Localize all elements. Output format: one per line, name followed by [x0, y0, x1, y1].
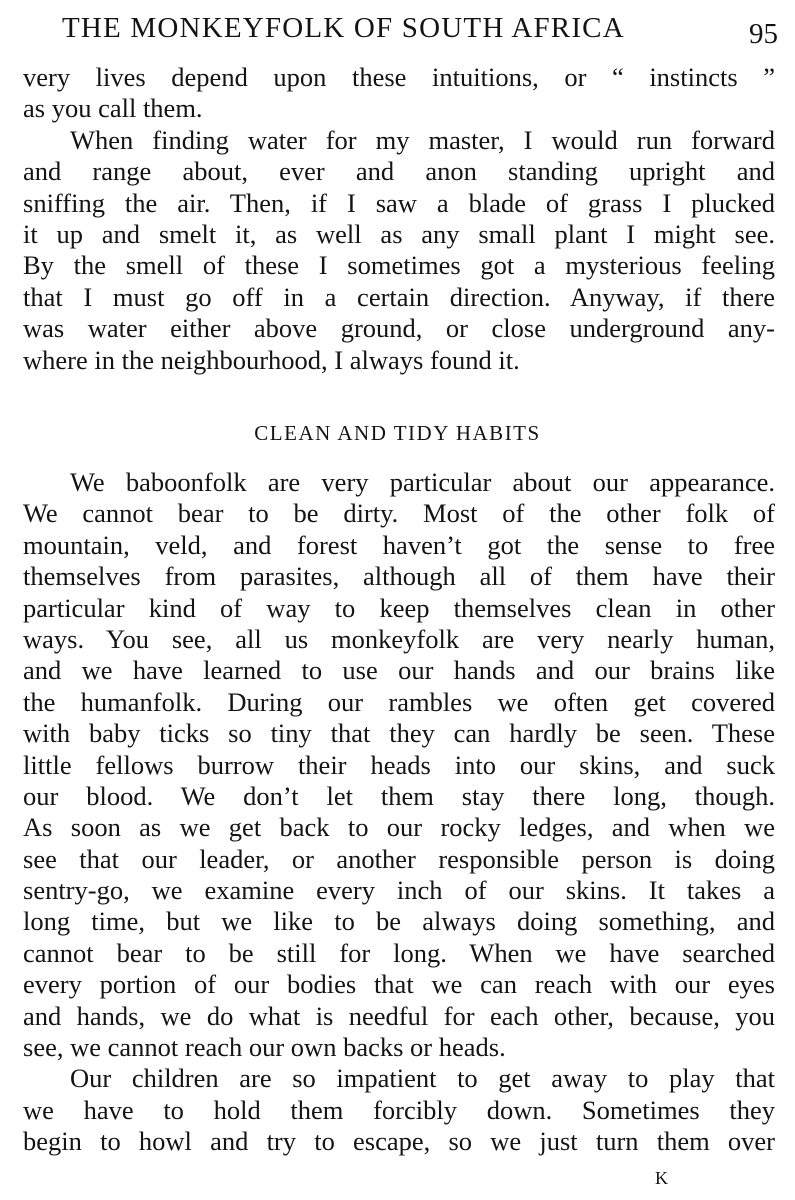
text-line: little fellows burrow their heads into our skins, and suck [23, 749, 775, 780]
text-line: see, we cannot reach our own backs or heads. [23, 1032, 506, 1063]
text-line: was water either above ground, or close underground any- [23, 313, 775, 344]
paragraph [23, 125, 775, 376]
body-text-bottom [23, 467, 775, 1158]
signature-mark: K [655, 1168, 669, 1188]
text-line: When finding water for my master, I would run forward [70, 124, 775, 155]
text-line: particular kind of way to keep themselves clean in other [23, 592, 775, 623]
text-line: it up and smelt it, as well as any small plant I might see. [23, 218, 775, 249]
text-line: By the smell of these I sometimes got a mysterious feeling [23, 250, 775, 281]
text-line: our blood. We don’t let them stay there long, though. [23, 780, 775, 811]
text-line: see that our leader, or another responsible person is doing [23, 843, 775, 874]
text-line: We cannot bear to be dirty. Most of the other folk of [23, 498, 775, 529]
paragraph [23, 62, 775, 125]
text-line: we have to hold them forcibly down. Sometimes they [23, 1094, 775, 1125]
text-line: the humanfolk. During our rambles we often get covered [23, 686, 775, 717]
text-line: with baby ticks so tiny that they can hardly be seen. These [23, 718, 775, 749]
text-line: that I must go off in a certain direction. Anyway, if there [23, 281, 775, 312]
text-line: cannot bear to be still for long. When we have searched [23, 937, 775, 968]
text-line: long time, but we like to be always doing something, and [23, 906, 775, 937]
text-line: ways. You see, all us monkeyfolk are very nearly human, [23, 623, 775, 654]
paragraph [23, 467, 775, 1063]
text-line: every portion of our bodies that we can reach with our eyes [23, 969, 775, 1000]
text-line: as you call them. [23, 93, 203, 124]
page-number: 95 [749, 18, 778, 50]
running-head [62, 12, 778, 54]
paragraph [23, 1063, 775, 1157]
text-line: mountain, veld, and forest haven’t got the sense to free [23, 529, 775, 560]
text-line: We baboonfolk are very particular about our appearance. [70, 467, 775, 497]
text-line: Our children are so impatient to get away to play that [70, 1063, 775, 1094]
text-line: sniffing the air. Then, if I saw a blade of grass I plucked [23, 187, 775, 218]
text-line: and range about, ever and anon standing upright and [23, 156, 775, 187]
body-text-top [23, 62, 775, 376]
text-line: sentry-go, we examine every inch of our skins. It takes a [23, 875, 775, 906]
text-line: where in the neighbourhood, I always found it. [23, 344, 520, 375]
text-line: themselves from parasites, although all of them have their [23, 561, 775, 592]
text-line: very lives depend upon these intuitions, or “ instincts ” [23, 62, 775, 92]
text-line: begin to howl and try to escape, so we just turn them over [23, 1126, 775, 1157]
text-line: As soon as we get back to our rocky ledges, and when we [23, 812, 775, 843]
running-title: THE MONKEYFOLK OF SOUTH AFRICA [62, 12, 625, 44]
text-line: and we have learned to use our hands and our brains like [23, 655, 775, 686]
section-heading: CLEAN AND TIDY HABITS [254, 421, 541, 445]
text-line: and hands, we do what is needful for each other, because, you [23, 1000, 775, 1031]
